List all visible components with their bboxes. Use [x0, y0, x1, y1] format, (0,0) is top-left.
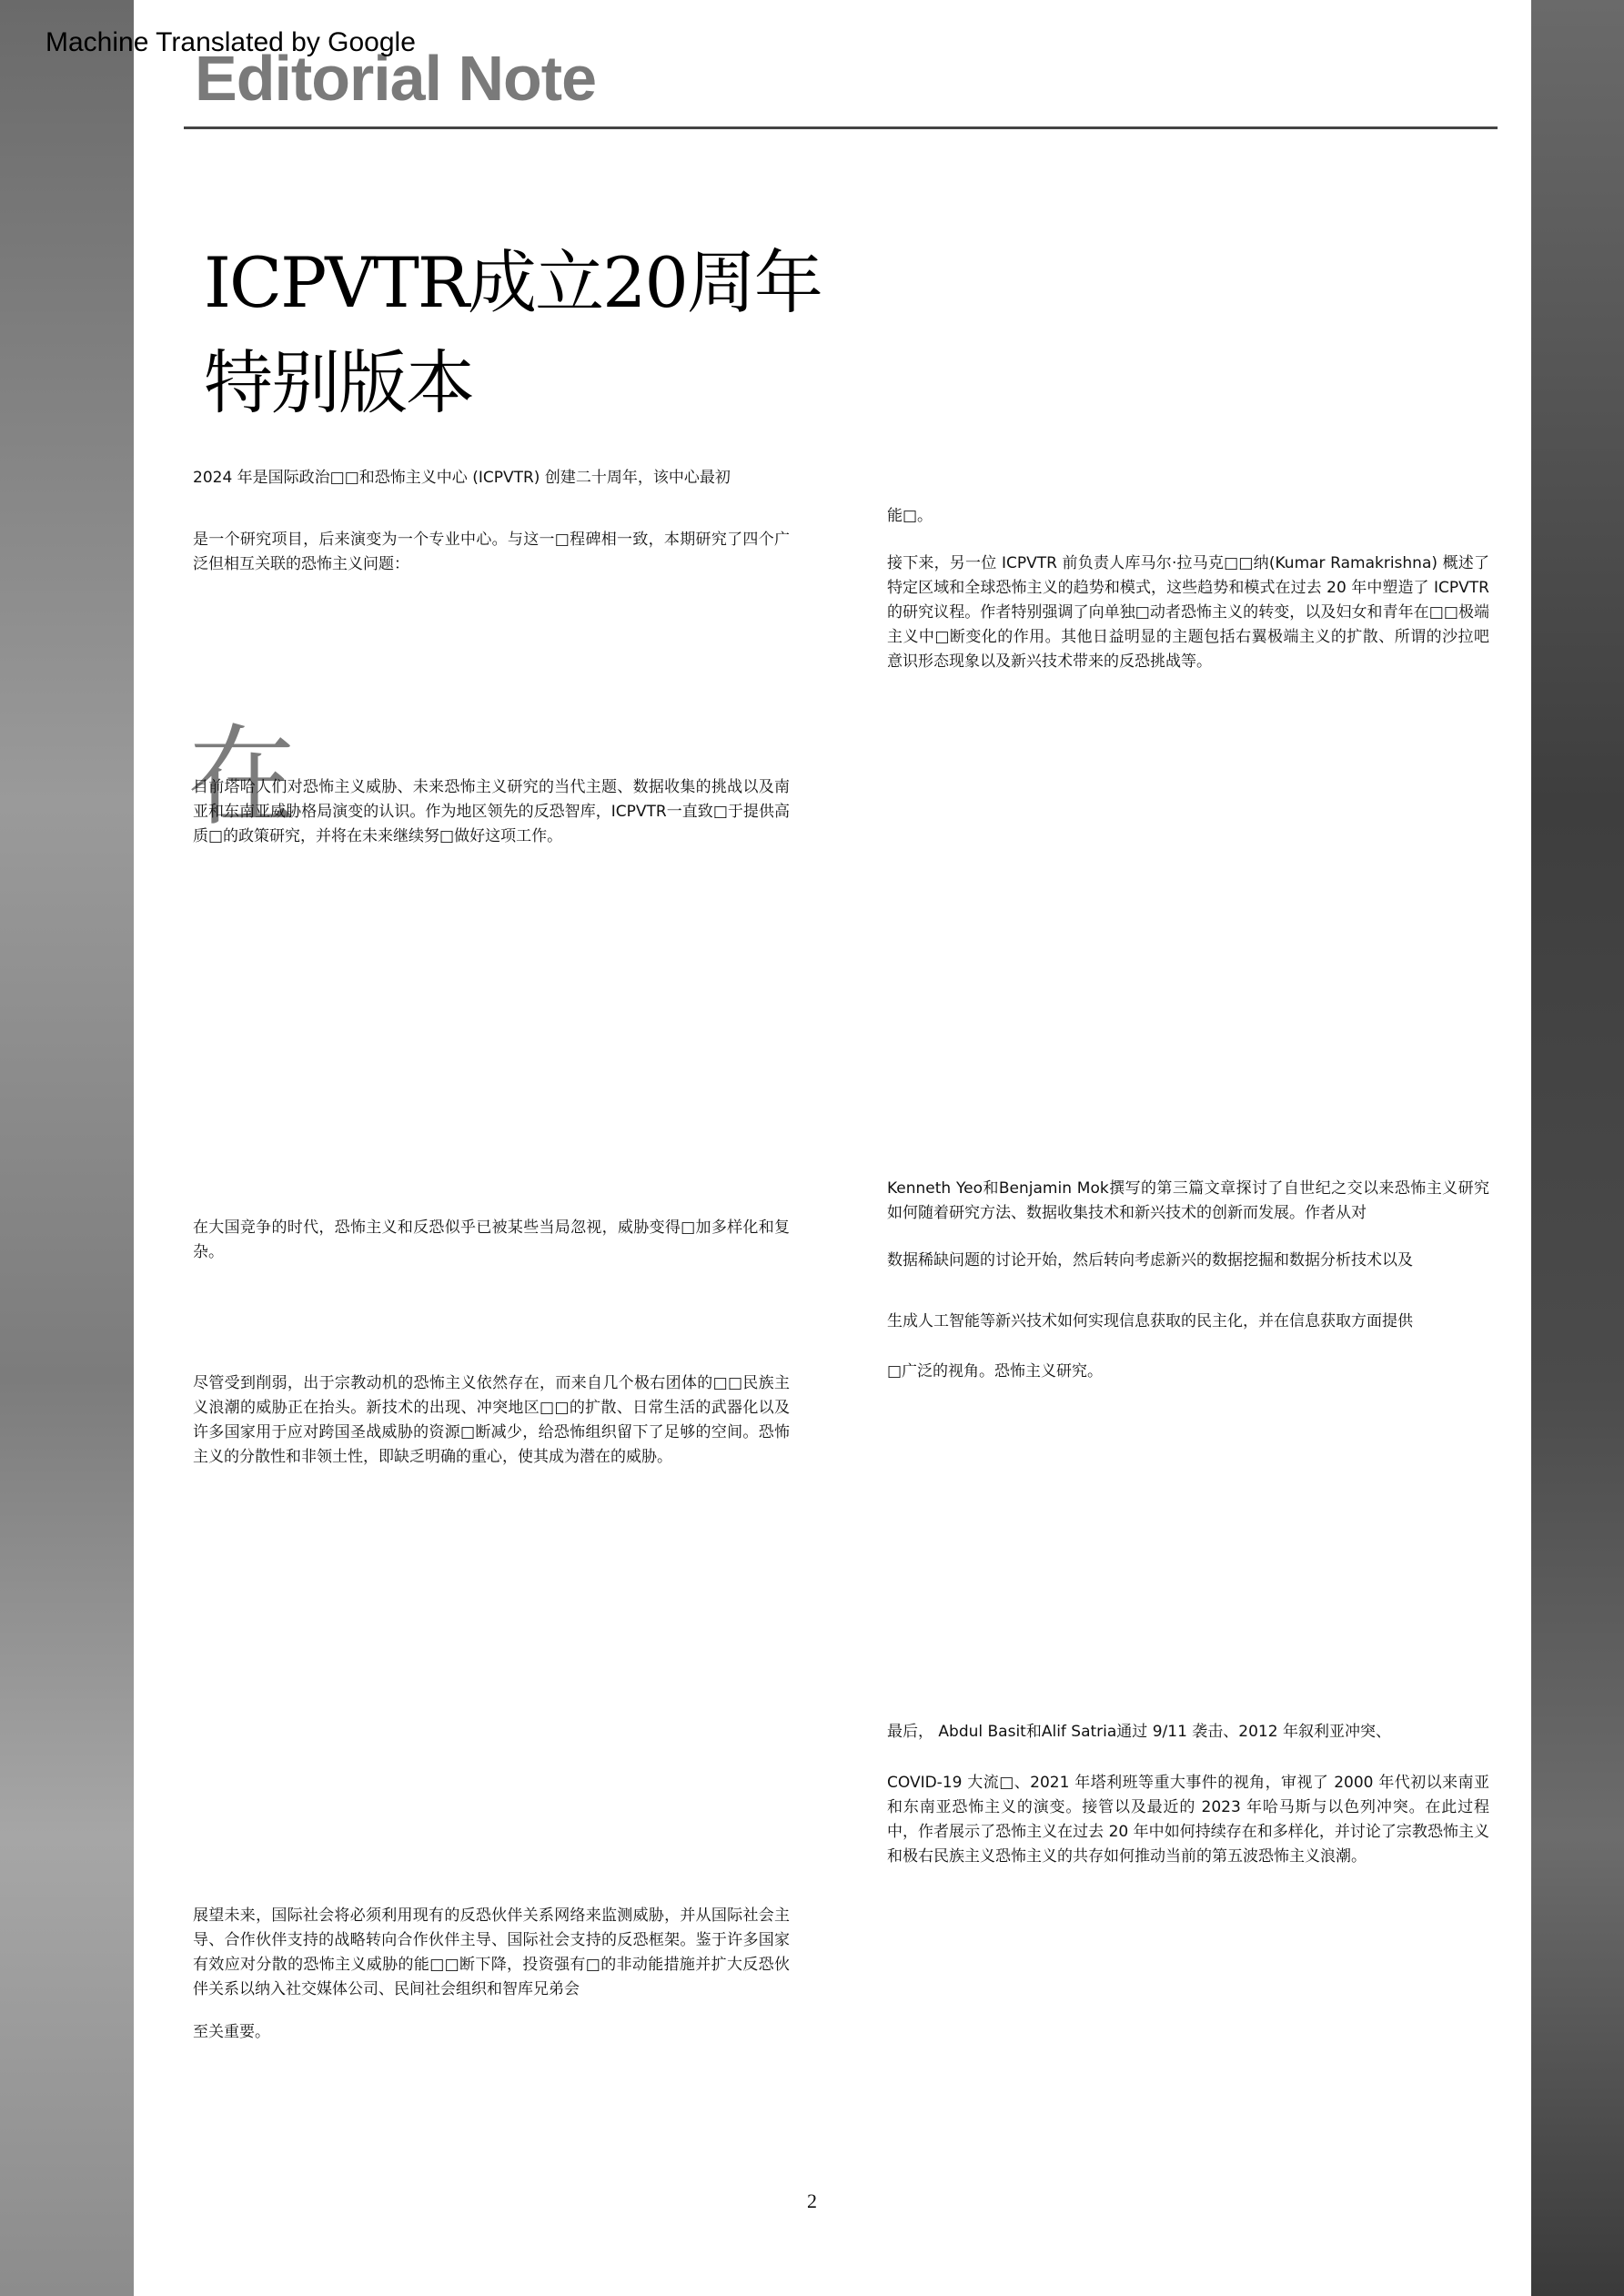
right-paragraph-5: 生成人工智能等新兴技术如何实现信息获取的民主化，并在信息获取方面提供: [887, 1312, 1413, 1330]
background-left-panel: [0, 0, 134, 2296]
header-divider: [184, 126, 1498, 129]
right-paragraph-4: 数据稀缺问题的讨论开始，然后转向考虑新兴的数据挖掘和数据分析技术以及: [887, 1251, 1413, 1269]
right-paragraph-3: Kenneth Yeo和Benjamin Mok撰写的第三篇文章探讨了自世纪之交以来恐怖主义研究如何随着研究方法、数据收集技术和新兴技术的创新而发展。作者从对: [887, 1179, 1489, 1222]
left-paragraph-2: 是一个研究项目，后来演变为一个专业中心。与这一□程碑相一致，本期研究了四个广泛但相互关联的恐怖主义问题：: [193, 531, 790, 573]
left-paragraph-3: 目前塔哈人们对恐怖主义威胁、未来恐怖主义研究的当代主题、数据收集的挑战以及南亚和东南亚威胁格局演变的认识。作为地区领先的反恐智库，ICPVTR一直致□于提供高质□的政策研究，并将在未来继续努□做好这项工作。: [193, 778, 790, 845]
article-title-line-2: 特别版本: [204, 342, 473, 423]
section-header-title: Editorial Note: [195, 43, 597, 114]
left-paragraph-5: 尽管受到削弱，出于宗教动机的恐怖主义依然存在，而来自几个极右团体的□□民族主义浪潮的威胁正在抬头。新技术的出现、冲突地区□□的扩散、日常生活的武器化以及许多国家用于应对跨国圣战威胁的资源□断减少，给恐怖组织留下了足够的空间。恐怖主义的分散性和非领土性，即缺乏明确的重心，使其成为潜在的威胁。: [193, 1374, 790, 1466]
drop-cap: 在: [187, 714, 297, 841]
right-paragraph-7: 最后， Abdul Basit和Alif Satria通过 9/11 袭击、2012 年叙利亚冲突、: [887, 1723, 1391, 1741]
right-paragraph-8: COVID-19 大流□、2021 年塔利班等重大事件的视角，审视了 2000 年代初以来南亚和东南亚恐怖主义的演变。接管以及最近的 2023 年哈马斯与以色列冲突。在此过程中，作者展示了恐怖主义在过去 20 年中如何持续存在和多样化，并讨论了宗教恐怖主义和极右民族主义恐怖主义的共存如何推动当前的第五波恐怖主义浪潮。: [887, 1774, 1489, 1866]
right-paragraph-6: □广泛的视角。恐怖主义研究。: [887, 1362, 1104, 1381]
left-paragraph-1: 2024 年是国际政治□□和恐怖主义中心 (ICPVTR) 创建二十周年，该中心最初: [193, 469, 731, 487]
article-title-line-1: ICPVTR成立20周年: [204, 242, 822, 323]
right-paragraph-1: 能□。: [887, 507, 933, 525]
left-paragraph-6: 展望未来，国际社会将必须利用现有的反恐伙伴关系网络来监测威胁，并从国际社会主导、合作伙伴支持的战略转向合作伙伴主导、国际社会支持的反恐框架。鉴于许多国家有效应对分散的恐怖主义威胁的能□□断下降，投资强有□的非动能措施并扩大反恐伙伴关系以纳入社交媒体公司、民间社会组织和智库兄弟会: [193, 1907, 790, 1998]
left-paragraph-4: 在大国竞争的时代，恐怖主义和反恐似乎已被某些当局忽视，威胁变得□加多样化和复杂。: [193, 1219, 790, 1261]
background-right-panel: [1531, 0, 1624, 2296]
page-number: 2: [807, 2190, 817, 2212]
left-paragraph-7: 至关重要。: [193, 2023, 270, 2041]
right-paragraph-2: 接下来，另一位 ICPVTR 前负责人库马尔·拉马克□□纳(Kumar Ramakrishna) 概述了特定区域和全球恐怖主义的趋势和模式，这些趋势和模式在过去 20 年中塑造了 ICPVTR 的研究议程。作者特别强调了向单独□动者恐怖主义的转变，以及妇女和青年在□□极端主义中□断变化的作用。其他日益明显的主题包括右翼极端主义的扩散、所谓的沙拉吧意识形态现象以及新兴技术带来的反恐挑战等。: [887, 554, 1489, 671]
machine-translated-label: Machine Translated by Google: [45, 27, 416, 57]
